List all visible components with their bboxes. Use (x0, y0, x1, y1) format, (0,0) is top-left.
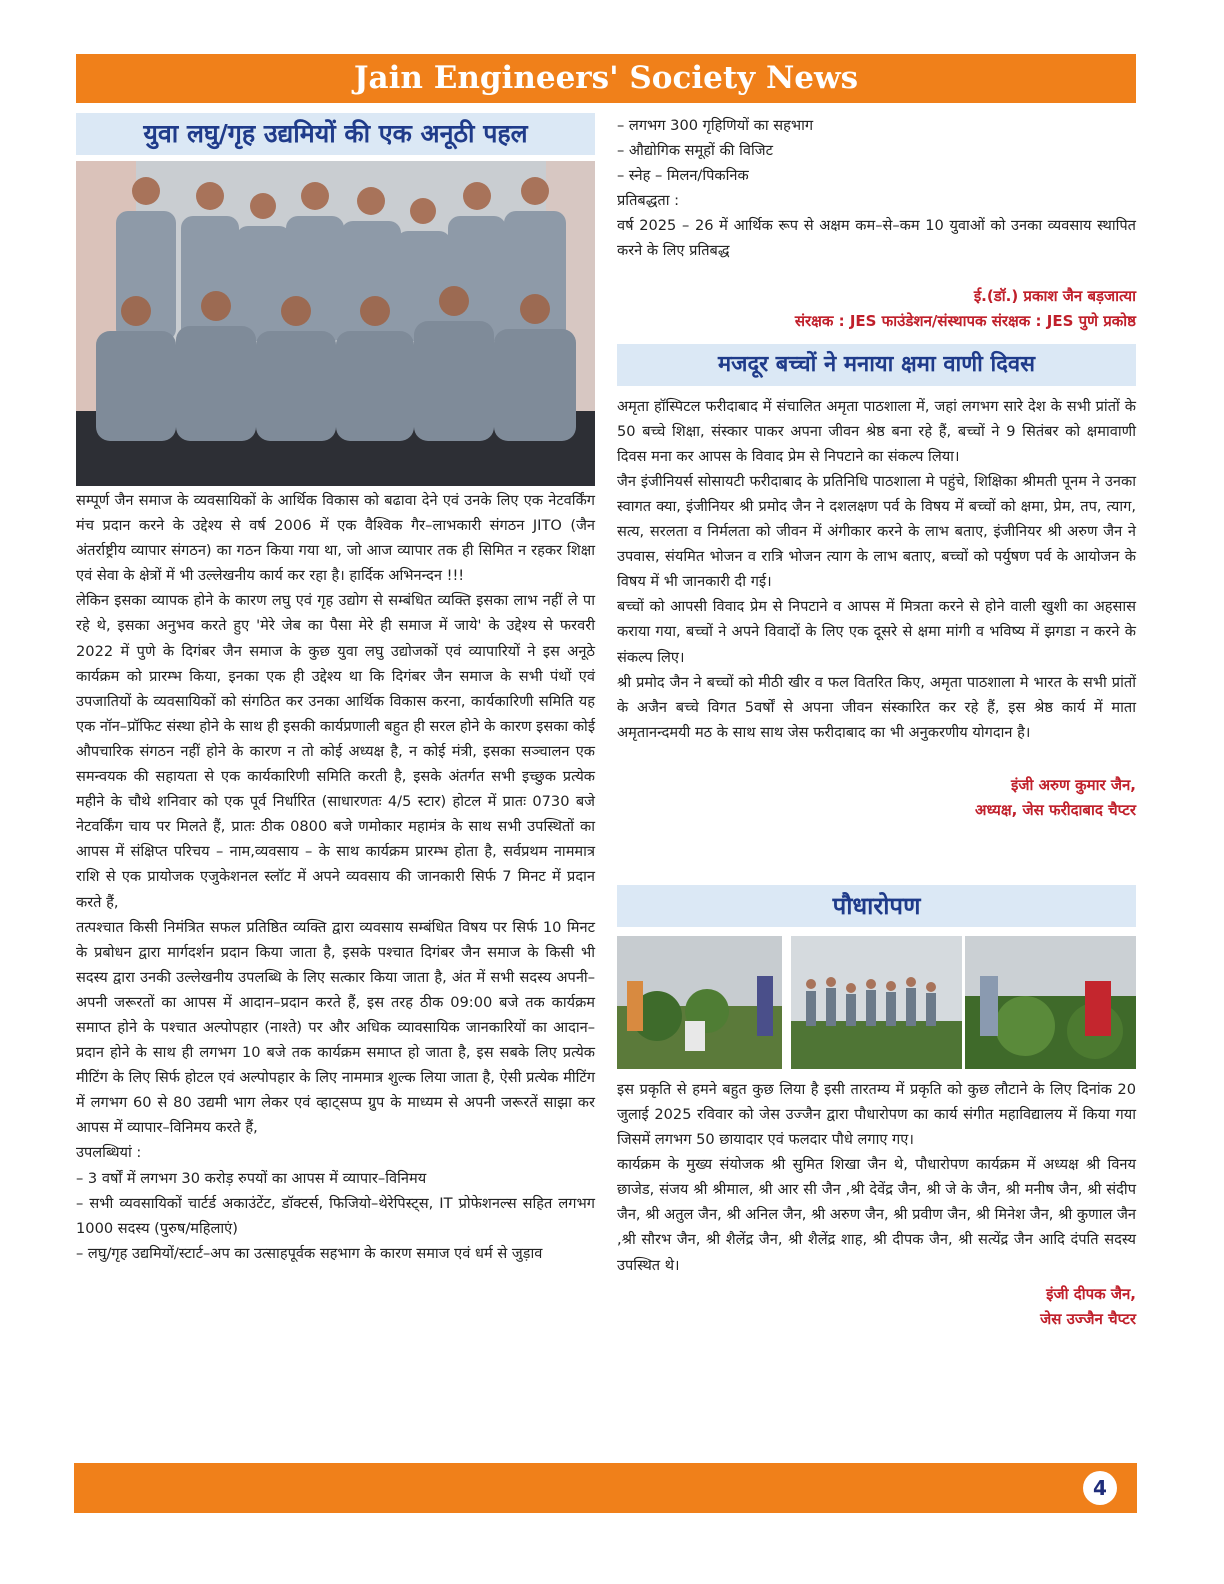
plantation-photo (791, 936, 962, 1069)
plantation-photos (617, 936, 1136, 1069)
group-photo (76, 161, 595, 486)
section-title-plantation: पौधारोपण (617, 885, 1136, 927)
author-signature-deepak (617, 1282, 1136, 1332)
achievements-heading: उपलब्धियां : (76, 1144, 142, 1162)
plantation-photo (617, 936, 788, 1069)
paragraph: जैन इंजीनियर्स सोसायटी फरीदाबाद के प्रतिनिधि पाठशाला मे पहुंचे, शिक्षिका श्रीमती पूनम ने उनका स्वागत क्या, इंजीनियर श्री प्रमोद जैन ने दशलक्षण पर्व के विषय में बच्चों को क्षमा, प्रेम, तप, त्याग, सत्य, सरलता व निर्मलता को जीवन में अंगीकार करने के लाभ बताए, इंजीनियर श्री अरुण जैन ने उपवास, संयमित भोजन व रात्रि भोजन त्याग के लाभ बताए, बच्चों को पर्युषण पर्व के आयोजन के विषय में भी जानकारी दी गई। (617, 472, 1136, 591)
achievement-item: – लगभग 300 गृहिणियों का सहभाग (617, 117, 814, 134)
section-title-entrepreneurs: युवा लघु/गृह उद्यमियों की एक अनूठी पहल (76, 113, 595, 155)
paragraph: श्री प्रमोद जैन ने बच्चों को मीठी खीर व फल वितरित किए, अमृता पाठशाला मे भारत के सभी प्रांतों के अजैन बच्चे विगत 5वर्षों से अपना जीवन संस्कारित कर रहे हैं, इस श्रेष्ठ कार्य में माता अमृतानन्दमयी मठ के साथ साथ जेस फरीदाबाद का भी अनुकरणीय योगदान है। (617, 673, 1136, 741)
paragraph: तत्पश्चात किसी निमंत्रित सफल प्रतिष्ठित व्यक्ति द्वारा व्यवसाय सम्बंधित विषय पर सिर्फ 10 मिनट के प्रबोधन द्वारा मार्गदर्शन प्रदान किया जाता है, इसके पश्चात दिगंबर जैन समाज के किसी भी सदस्य द्वारा उनकी उल्लेखनीय उपलब्धि के लिए सत्कार किया जाता है, अंत में सभी सदस्य अपनी–अपनी जरूरतों का आपस में आदान–प्रदान करते हैं, इस तरह ठीक 09:00 बजे तक कार्यक्रम समाप्त होने के पश्चात अल्पोपहार (नाश्ते) पर और अधिक व्यावसायिक जानकारियों का आदान–प्रदान होने के साथ ही लगभग 10 बजे तक कार्यक्रम समाप्त हो जाता है, इस सबके लिए प्रत्येक मीटिंग के लिए सिर्फ होटल एवं अल्पोपहार के लिए नाममात्र शुल्क लिया जाता है, ऐसी प्रत्येक मीटिंग में लगभग 60 से 80 उद्यमी भाग लेकर एवं व्हाट्सप्प ग्रुप के माध्यम से अपनी जरूरतें साझा कर आपस में व्यापार–विनिमय करते हैं, (76, 918, 595, 1137)
author-role: संरक्षक : JES फाउंडेशन/संस्थापक संरक्षक : JES पुणे प्रकोष्ठ (794, 311, 1136, 330)
author-name: इंजी दीपक जैन, (1046, 1284, 1136, 1303)
author-signature-arun (617, 773, 1136, 823)
paragraph: लेकिन इसका व्यापक होने के कारण लघु एवं गृह उद्योग से सम्बंधित व्यक्ति इसका लाभ नहीं ले पा रहे थे, इसका अनुभव करते हुए 'मेरे जेब का पैसा मेरे ही समाज में जाये' के उद्देश्य से फरवरी 2022 में पुणे के दिगंबर जैन समाज के कुछ युवा लघु उद्योजकों एवं व्यापारियों ने इस अनूठे कार्यक्रम को प्रारम्भ किया, इनका एक ही उद्देश्य था कि दिगंबर जैन समाज के सभी पंथों एवं उपजातियों के व्यवसायिकों को संगठित कर उनका आर्थिक विकास करना, कार्यकारिणी समिति यह एक नॉन–प्रॉफिट संस्था होने के साथ ही इसकी कार्यप्रणाली बहुत ही सरल होने के कारण इसका कोई औपचारिक संगठन नहीं होने के कारण न तो कोई अध्यक्ष है, न कोई मंत्री, इसका सञ्चालन एक समन्वयक की सहायता से एक कार्यकारिणी समिति करती है, इसके अंतर्गत सभी इच्छुक प्रत्येक महीने के चौथे शनिवार को एक पूर्व निर्धारित (साधारणतः 4/5 स्टार) होटल में प्रातः 0730 बजे नेटवर्किंग चाय पर मिलते हैं, प्रातः ठीक 0800 बजे णमोकार महामंत्र के साथ सभी उपस्थितों का आपस में संक्षिप्त परिचय – नाम,व्यवसाय – के साथ कार्यक्रम प्रारम्भ होता है, सर्वप्रथम नाममात्र राशि से एक प्रायोजक एजुकेशनल स्लॉट में अपने व्यवसाय की जानकारी सिर्फ 7 मिनट में प्रदान करते हैं, (76, 592, 595, 911)
paragraph: कार्यक्रम के मुख्य संयोजक श्री सुमित शिखा जैन थे, पौधारोपण कार्यक्रम में अध्यक्ष श्री विनय छाजेड, संजय श्री श्रीमाल, श्री आर सी जैन ,श्री देवेंद्र जैन, श्री जे के जैन, श्री मनीष जैन, श्री संदीप जैन, श्री अतुल जैन, श्री अनिल जैन, श्री अरुण जैन, श्री प्रवीण जैन, श्री मिनेश जैन, श्री कुणाल जैन ,श्री सौरभ जैन, श्री शैलेंद्र जैन, श्री शैलेंद्र शाह, श्री दीपक जैन, श्री सत्येंद्र जैन आदि दंपति सदस्य उपस्थित थे। (617, 1156, 1136, 1274)
achievement-item: – सभी व्यवसायिकों चार्टर्ड अकाउंटेंट, डॉक्टर्स, फिजियो–थेरेपिस्ट्स, IT प्रोफेशनल्स सहित लगभग 1000 सदस्य (पुरुष/महिलाएं) (76, 1194, 595, 1237)
achievement-item: – 3 वर्षों में लगभग 30 करोड़ रुपयों का आपस में व्यापार–विनिमय (76, 1169, 427, 1187)
author-role: अध्यक्ष, जेस फरीदाबाद चैप्टर (975, 800, 1136, 819)
author-name: इंजी अरुण कुमार जैन, (1011, 775, 1136, 794)
paragraph: इस प्रकृति से हमने बहुत कुछ लिया है इसी तारतम्य में प्रकृति को कुछ लौटाने के लिए दिनांक 20 जुलाई 2025 रविवार को जेस उज्जैन द्वारा पौधारोपण का कार्य संगीत महाविद्यालय में किया गया जिसमें लगभग 50 छायादार एवं फलदार पौधे लगाए गए। (617, 1080, 1136, 1149)
paragraph: अमृता हॉस्पिटल फरीदाबाद में संचालित अमृता पाठशाला में, जहां लगभग सारे देश के सभी प्रांतों के 50 बच्चे शिक्षा, संस्कार पाकर अपना जीवन श्रेष्ठ बना रहे हैं, बच्चों ने 9 सितंबर को क्षमावाणी दिवस मना कर आपस के विवाद प्रेम से निपटाने का संकल्प लिया। (617, 397, 1136, 465)
author-role: जेस उज्जैन चैप्टर (1040, 1309, 1136, 1328)
paragraph: बच्चों को आपसी विवाद प्रेम से निपटाने व आपस में मित्रता करने से होने वाली खुशी का अहसास कराया गया, बच्चों ने अपने विवादों के लिए एक दूसरे से क्षमा मांगी व भविष्य में झगडा न करने के संकल्प लिए। (617, 598, 1136, 666)
right-column (617, 113, 1136, 1332)
article-entrepreneurs-continued (617, 113, 1136, 264)
author-name: ई.(डॉ.) प्रकाश जैन बड़जात्या (973, 286, 1136, 305)
footer-bar (74, 1463, 1137, 1513)
left-column (76, 113, 595, 1266)
group-photo-illustration (76, 161, 595, 486)
plantation-photo (965, 936, 1136, 1069)
commitment-heading: प्रतिबद्धता : (617, 192, 680, 210)
section-title-kshama: मजदूर बच्चों ने मनाया क्षमा वाणी दिवस (617, 344, 1136, 386)
article-plantation-body (617, 1077, 1136, 1278)
paragraph: सम्पूर्ण जैन समाज के व्यवसायिकों के आर्थिक विकास को बढावा देने एवं उनके लिए एक नेटवर्किंग मंच प्रदान करने के उद्देश्य से वर्ष 2006 में एक वैश्विक गैर–लाभकारी संगठन JITO (जैन अंतर्राष्ट्रीय व्यापार संगठन) का गठन किया गया था, जो आज व्यापार तक ही सिमित न रहकर शिक्षा एवं सेवा के क्षेत्रों में भी उल्लेखनीय कार्य कर रहा है। हार्दिक अभिनन्दन !!! (76, 492, 595, 585)
article-entrepreneurs-body (76, 488, 595, 1266)
newsletter-masthead: Jain Engineers' Society News (76, 54, 1136, 103)
author-signature-prakash (617, 284, 1136, 334)
achievement-item: – लघु/गृह उद्यमियों/स्टार्ट–अप का उत्साहपूर्वक सहभाग के कारण समाज एवं धर्म से जुड़ाव (76, 1244, 543, 1262)
commitment-text: वर्ष 2025 – 26 में आर्थिक रूप से अक्षम कम–से–कम 10 युवाओं को उनका व्यवसाय स्थापित करने के लिए प्रतिबद्ध (617, 217, 1136, 260)
achievement-item: – स्नेह – मिलन/पिकनिक (617, 167, 749, 185)
article-kshama-body (617, 394, 1136, 745)
page-number: 4 (1083, 1471, 1117, 1505)
achievement-item: – औद्योगिक समूहों की विजिट (617, 142, 773, 160)
